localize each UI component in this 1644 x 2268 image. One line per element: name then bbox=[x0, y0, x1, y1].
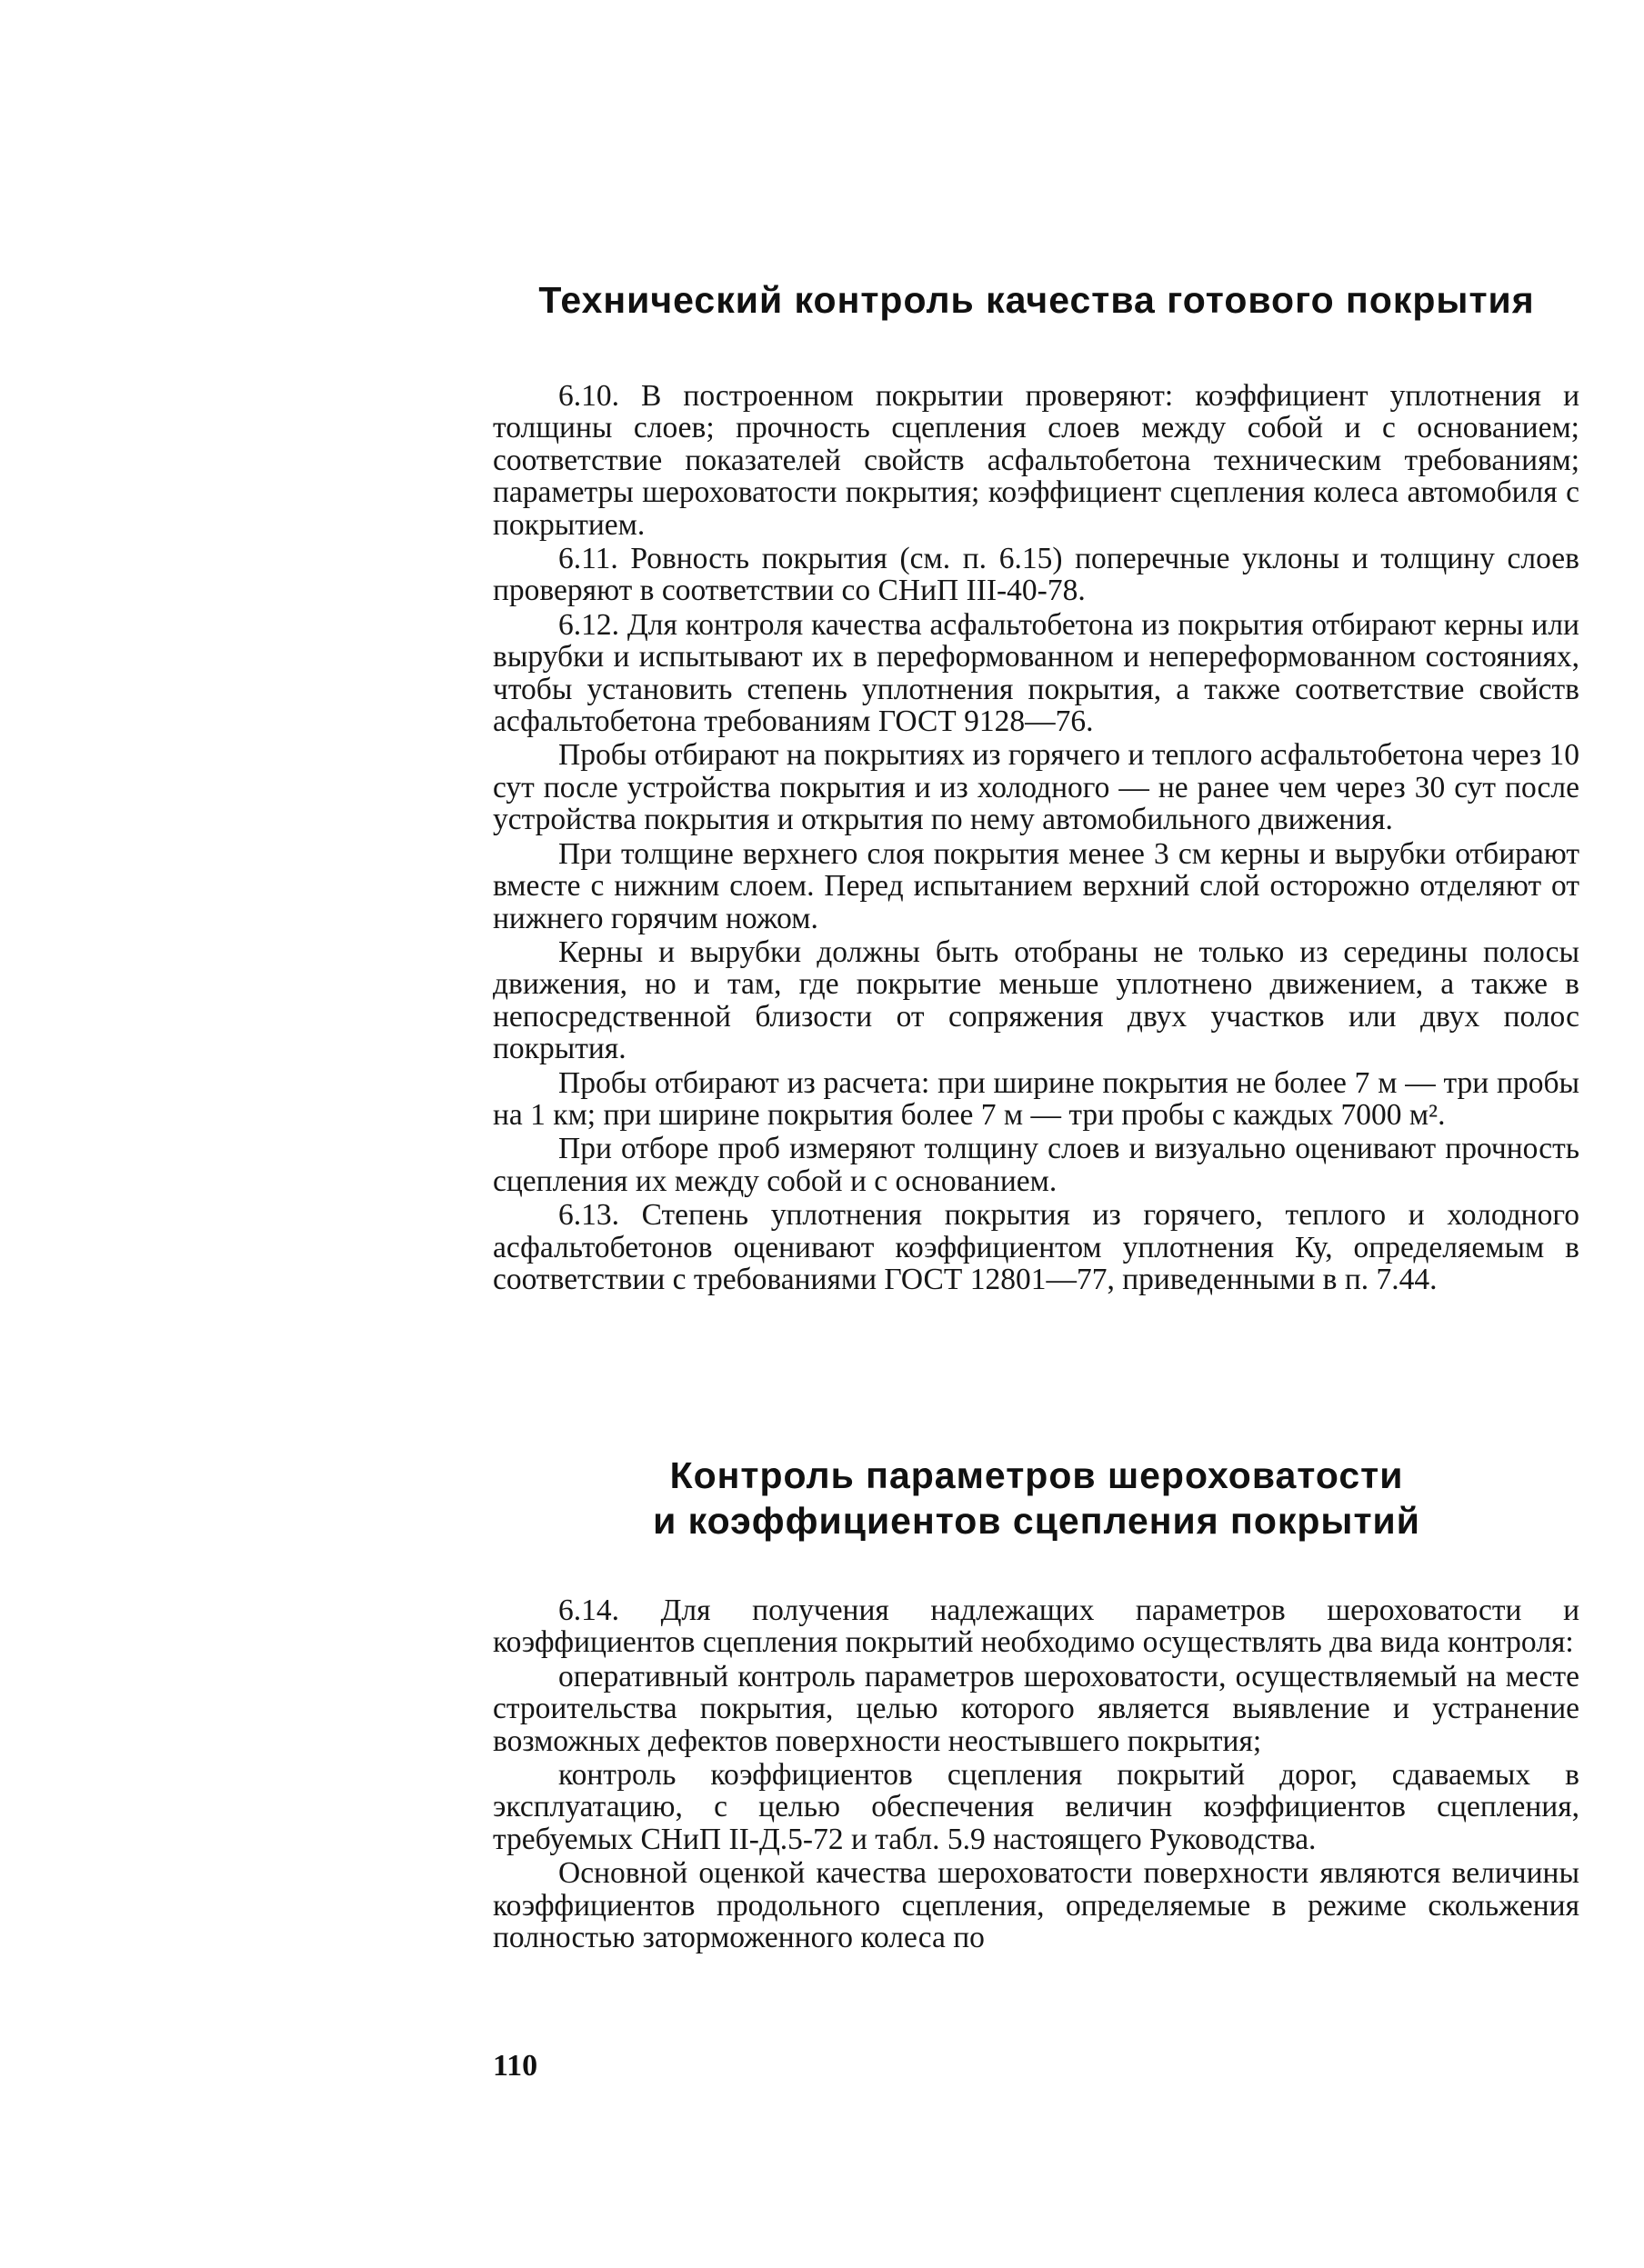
section-body-technical-control bbox=[493, 380, 1579, 1297]
paragraph-6-10: 6.10. В построенном покрытии проверяют: коэффициент уплотнения и толщины слоев; прочность сцепления слоев между собой и с основанием; соответствие показателей свойств асфальтобетона техническим требованиям; параметры шероховатости покрытия; коэффициент сцепления колеса автомобиля с покрытием. bbox=[493, 379, 1579, 542]
paragraph-6-14: 6.14. Для получения надлежащих параметров шероховатости и коэффициентов сцепления покрытий необходимо осуществлять два вида контроля: bbox=[493, 1594, 1579, 1660]
paragraph-6-12: 6.12. Для контроля качества асфальтобетона из покрытия отбирают керны или вырубки и испытывают их в переформованном и непереформованном состояниях, чтобы установить степень уплотнения покрытия, а также соответствие свойств асфальтобетона требованиям ГОСТ 9128—76. bbox=[493, 607, 1579, 739]
paragraph-adhesion-control: контроль коэффициентов сцепления покрытий дорог, сдаваемых в эксплуатацию, с целью обеспечения величин коэффициентов сцепления, требуемых СНиП II-Д.5-72 и табл. 5.9 настоящего Руководства. bbox=[493, 1758, 1579, 1856]
paragraph-core-locations: Керны и вырубки должны быть отобраны не только из середины полосы движения, но и там, где покрытие меньше уплотнено движением, а также в непосредственной близости от сопряжения двух участков или двух полос покрытия. bbox=[493, 934, 1579, 1066]
page-number: 110 bbox=[493, 2049, 538, 2083]
section-body-roughness-control bbox=[493, 1594, 1579, 1955]
paragraph-operational-control: оперативный контроль параметров шероховатости, осуществляемый на месте строительства покрытия, целью которого является выявление и устранение возможных дефектов поверхности неостывшего покрытия; bbox=[493, 1659, 1579, 1758]
heading-line-2: и коэффициентов сцепления покрытий bbox=[653, 1500, 1420, 1542]
section-heading-roughness-control bbox=[491, 1453, 1582, 1544]
paragraph-thin-layer: При толщине верхнего слоя покрытия менее 3 см керны и вырубки отбирают вместе с нижним слоем. Перед испытанием верхний слой осторожно отделяют от нижнего горячим ножом. bbox=[493, 836, 1579, 935]
paragraph-sample-rate: Пробы отбирают из расчета: при ширине покрытия не более 7 м — три пробы на 1 км; при ширине покрытия более 7 м — три пробы с каждых 7000 м². bbox=[493, 1065, 1579, 1132]
paragraph-6-13: 6.13. Степень уплотнения покрытия из горячего, теплого и холодного асфальтобетонов оценивают коэффициентом уплотнения Ку, определяемым в соответствии с требованиями ГОСТ 12801—77, приведенными в п. 7.44. bbox=[493, 1198, 1579, 1296]
section-heading-technical-control: Технический контроль качества готового покрытия bbox=[538, 279, 1535, 321]
paragraph-thickness-measure: При отборе проб измеряют толщину слоев и визуально оценивают прочность сцепления их между собой и с основанием. bbox=[493, 1132, 1579, 1198]
paragraph-6-11: 6.11. Ровность покрытия (см. п. 6.15) поперечные уклоны и толщину слоев проверяют в соответствии со СНиП III-40-78. bbox=[493, 542, 1579, 608]
paragraph-main-assessment: Основной оценкой качества шероховатости поверхности являются величины коэффициентов продольного сцепления, определяемые в режиме скольжения полностью заторможенного колеса по bbox=[493, 1856, 1579, 1955]
heading-line-1: Контроль параметров шероховатости bbox=[669, 1454, 1404, 1496]
paragraph-samples-timing: Пробы отбирают на покрытиях из горячего и теплого асфальтобетона через 10 сут после устройства покрытия и из холодного — не ранее чем через 30 сут после устройства покрытия и открытия по нему автомобильного движения. bbox=[493, 738, 1579, 837]
